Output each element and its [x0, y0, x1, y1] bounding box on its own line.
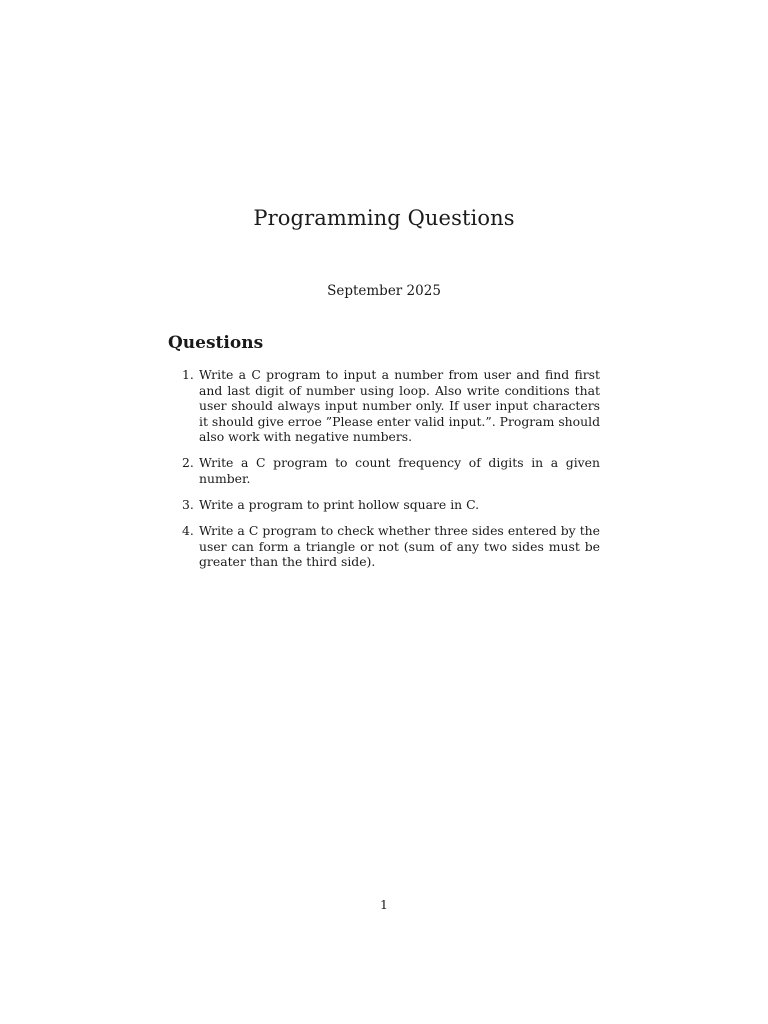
- document-title: Programming Questions: [253, 206, 515, 230]
- question-item: [168, 367, 600, 445]
- page-number: 1: [380, 897, 388, 912]
- question-text: Write a program to print hollow square in C.: [199, 497, 480, 513]
- question-number: 3.: [182, 497, 194, 513]
- section-heading: Questions: [168, 333, 264, 353]
- question-number: 1.: [182, 367, 194, 382]
- question-item: [168, 455, 600, 486]
- question-number: 4.: [182, 523, 194, 539]
- question-text: Write a C program to count frequency of digits in a given number.: [199, 455, 600, 487]
- question-list: [168, 367, 600, 581]
- question-text: Write a C program to input a number from user and find first and last digit of number using loop. Also write conditions that user should always input number only. If user input characters it should give erroe ”Please enter valid input.”. Program should also work with negative numbers.: [199, 367, 600, 445]
- question-item: [168, 497, 600, 513]
- question-text: Write a C program to check whether three sides entered by the user can form a triangle or not (sum of any two sides must be greater than the third side).: [199, 523, 600, 570]
- question-item: [168, 523, 600, 570]
- document-date: September 2025: [327, 283, 441, 299]
- question-number: 2.: [182, 455, 194, 471]
